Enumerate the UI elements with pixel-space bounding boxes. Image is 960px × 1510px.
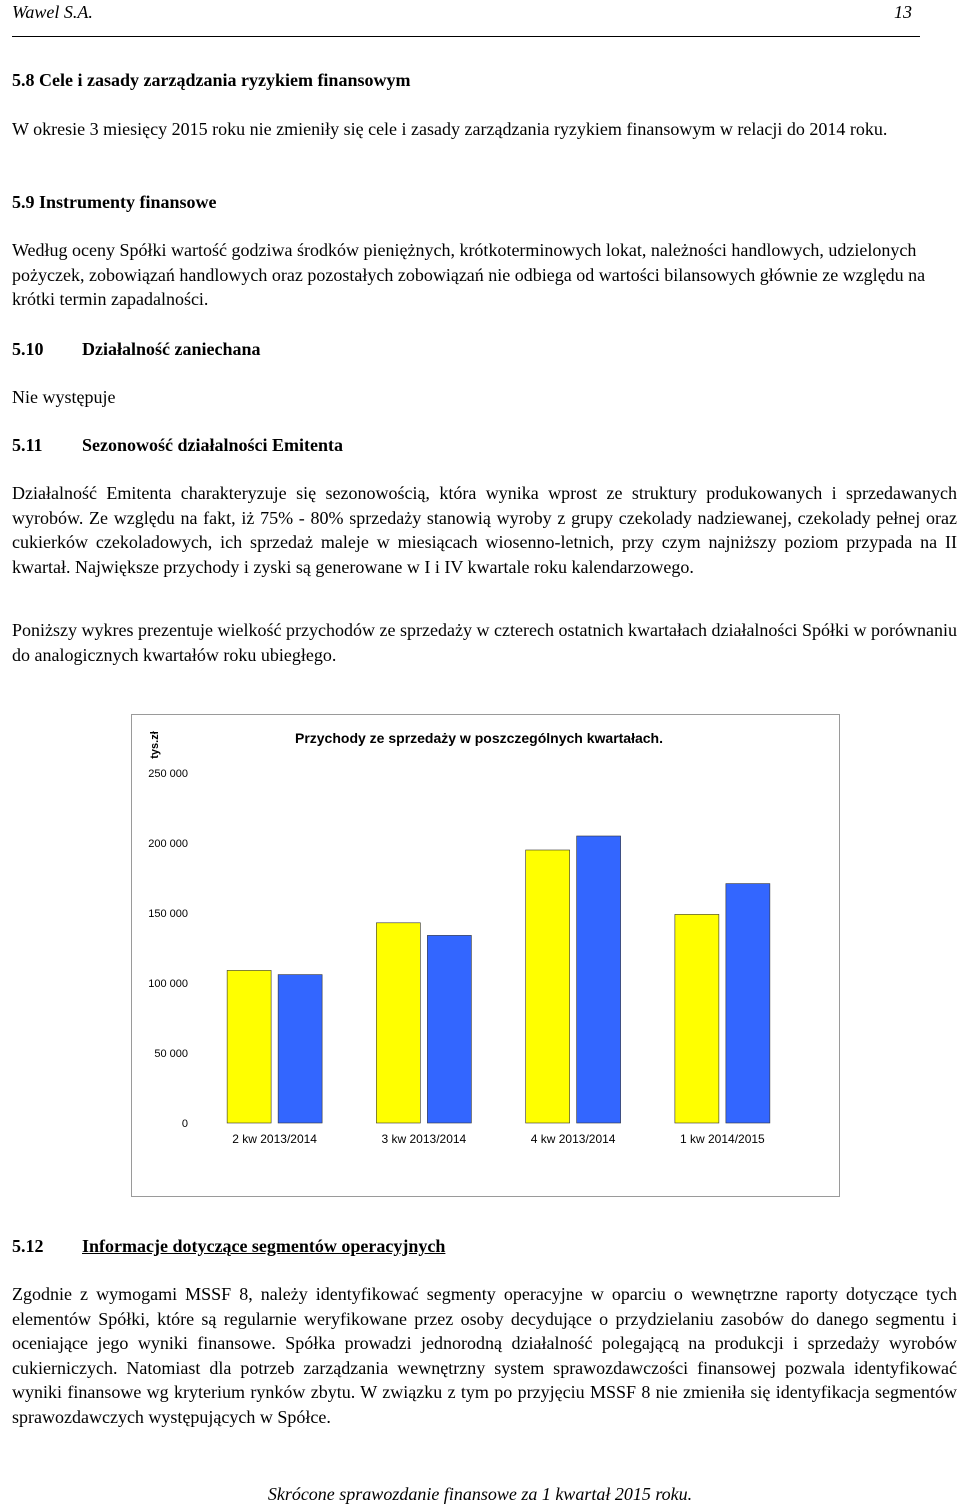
heading-5-11-number: 5.11 [12, 435, 43, 455]
paragraph-5-9: Według oceny Spółki wartość godziwa środków pieniężnych, krótkoterminowych lokat, należności handlowych, udzielonych pożyczek, zobowiązań handlowych oraz pozostałych zobowiązań nie odbiega od wartości bilansowych głównie ze względu na krótki termin zapadalności. [12, 240, 926, 309]
page-number: 13 [894, 2, 912, 22]
chart-y-axis-label: tys.zł [149, 731, 161, 759]
heading-5-12-number: 5.12 [12, 1236, 44, 1256]
y-tick-label: 150 000 [148, 908, 188, 920]
y-tick-label: 0 [181, 1118, 188, 1130]
paragraph-5-10: Nie występuje [12, 387, 116, 407]
chart-title: Przychody ze sprzedaży w poszczególnych kwartałach. [294, 730, 664, 746]
bar-previous-3 [526, 850, 570, 1123]
heading-5-10-title: Działalność zaniechana [82, 339, 261, 359]
company-name: Wawel S.A. [12, 2, 93, 22]
page-footer: Skrócone sprawozdanie finansowe za 1 kwartał 2015 roku. [267, 1484, 693, 1504]
x-tick-label: 1 kw 2014/2015 [680, 1132, 765, 1146]
y-tick-label: 50 000 [154, 1048, 188, 1060]
heading-5-11 [12, 433, 957, 458]
bar-current-4 [726, 884, 770, 1123]
heading-5-10 [12, 337, 957, 362]
y-tick-label: 200 000 [148, 838, 188, 850]
paragraph-5-11-b: Poniższy wykres prezentuje wielkość przychodów ze sprzedaży w czterech ostatnich kwartałach działalności Spółki w porównaniu do analogicznych kwartałów roku ubiegłego. [12, 620, 957, 665]
heading-5-10-number: 5.10 [12, 339, 44, 359]
bar-current-3 [577, 836, 621, 1123]
y-tick-label: 250 000 [148, 768, 188, 780]
heading-5-9 [12, 190, 957, 215]
heading-5-9-number: 5.9 [12, 192, 35, 212]
heading-5-11-title: Sezonowość działalności Emitenta [82, 435, 343, 455]
paragraph-5-11-a: Działalność Emitenta charakteryzuje się sezonowością, która wynika wprost ze struktury produkowanych i sprzedawanych wyrobów. Ze względu na fakt, iż 75% - 80% sprzedaży stanowią wyroby z grupy czekolady nadziewanej, czekolady pełnej oraz cukierków czekoladowych, ich sprzedaż maleje w miesiącach wiosenno-letnich, przy czym najniższy poziom przypada na II kwartał. Największe przychody i zyski są generowane w I i IV kwartale roku kalendarzowego. [12, 483, 957, 577]
heading-5-8 [12, 68, 957, 93]
revenue-chart-svg [132, 715, 839, 1196]
bar-current-2 [427, 935, 471, 1123]
x-tick-label: 2 kw 2013/2014 [232, 1132, 317, 1146]
heading-5-8-title: Cele i zasady zarządzania ryzykiem finansowym [39, 70, 411, 90]
y-tick-label: 100 000 [148, 978, 188, 990]
heading-5-12-title: Informacje dotyczące segmentów operacyjnych [82, 1236, 446, 1256]
bar-current-1 [278, 975, 322, 1123]
page-header [12, 0, 920, 37]
heading-5-12 [12, 1234, 957, 1259]
paragraph-5-12: Zgodnie z wymogami MSSF 8, należy identyfikować segmenty operacyjne w oparciu o wewnętrzne raporty dotyczące tych elementów Spółki, które są regularnie weryfikowane przez osoby decydujące o przydzielaniu zasobów do danego segmentu i oceniające jego wyniki finansowe. Spółka prowadzi jednorodną działalność polegającą na produkcji i sprzedaży wyrobów cukierniczych. Natomiast dla potrzeb zarządzania wewnętrzny system sprawozdawczości finansowej pozwala identyfikować wyniki finansowe wg kryterium rynków zbytu. W związku z tym po przyjęciu MSSF 8 nie zmieniła się identyfikacja segmentów sprawozdawczych występujących w Spółce. [12, 1284, 957, 1427]
bar-previous-2 [376, 923, 420, 1123]
x-tick-label: 4 kw 2013/2014 [530, 1132, 616, 1146]
x-tick-label: 3 kw 2013/2014 [381, 1132, 467, 1146]
revenue-chart [131, 714, 840, 1197]
bar-previous-1 [227, 970, 271, 1123]
paragraph-5-8: W okresie 3 miesięcy 2015 roku nie zmieniły się cele i zasady zarządzania ryzykiem finansowym w relacji do 2014 roku. [12, 119, 888, 139]
heading-5-8-number: 5.8 [12, 70, 35, 90]
bar-previous-4 [675, 914, 719, 1123]
heading-5-9-title: Instrumenty finansowe [39, 192, 217, 212]
